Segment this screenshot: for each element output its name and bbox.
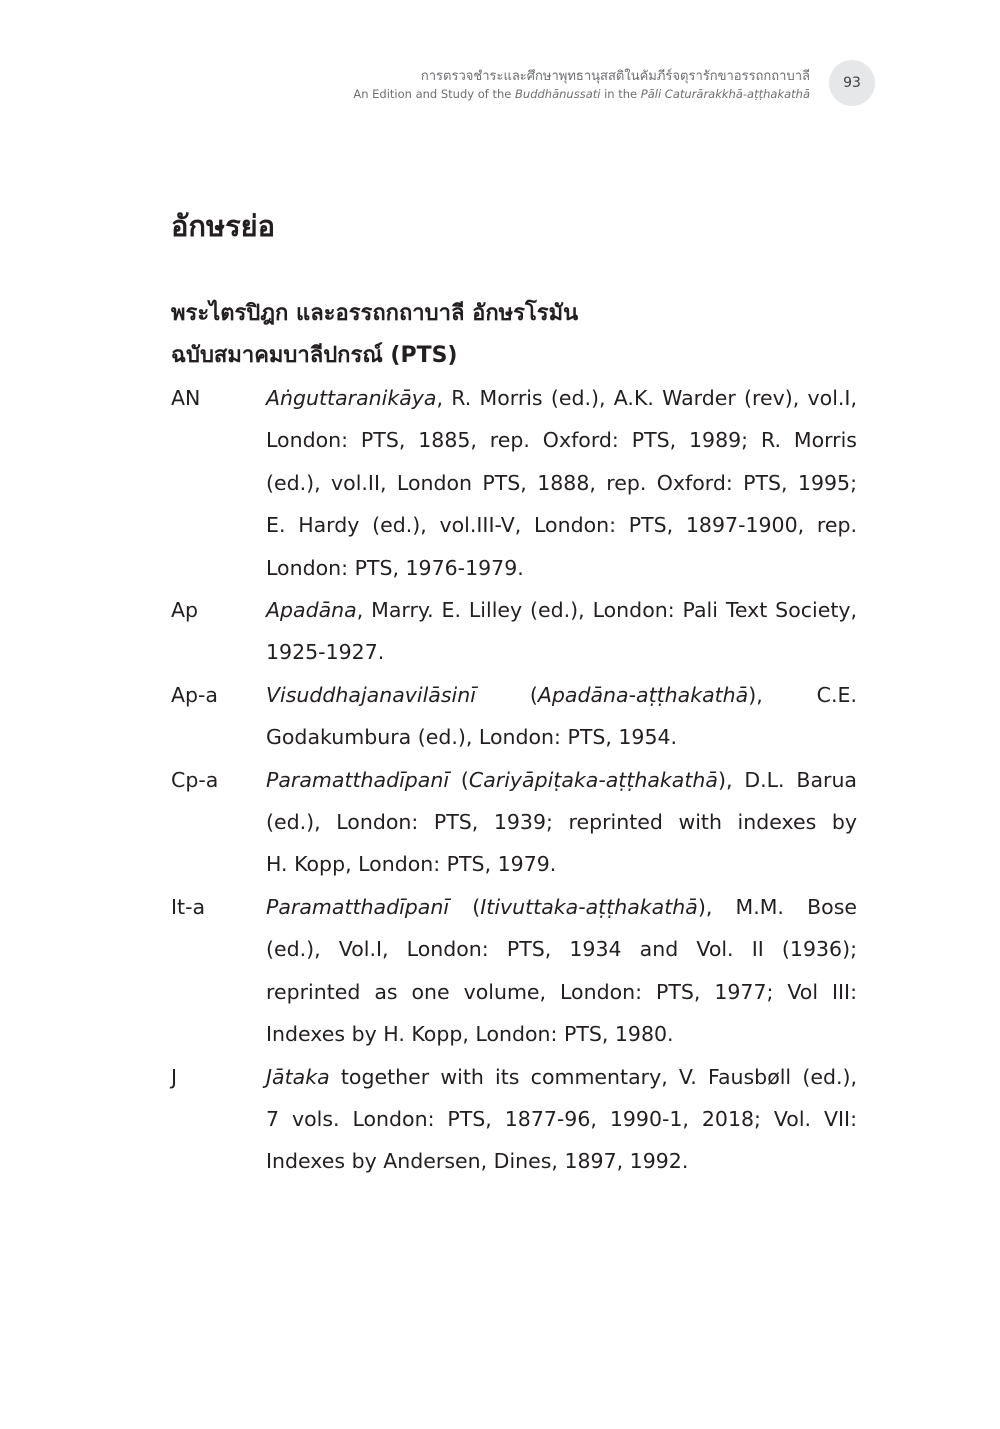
- abbreviation-entry: [171, 759, 857, 886]
- abbreviation-code: It-a: [171, 894, 206, 919]
- abbreviation-description: Visuddhajanavilāsinī (Apadāna-aṭṭhakathā), C.E. Godakumbura (ed.), London: PTS, 1954.: [266, 682, 857, 750]
- abbreviation-list: [171, 377, 857, 1183]
- section-subheading: ฉบับสมาคมบาลีปกรณ์ (PTS): [171, 343, 458, 368]
- page-number: 93: [829, 60, 875, 106]
- abbreviation-code: AN: [171, 386, 201, 410]
- abbreviation-entry: [171, 1056, 857, 1183]
- abbreviation-entry: [171, 886, 857, 1056]
- abbreviation-description: Paramatthadīpanī (Itivuttaka-aṭṭhakathā), M.M. Bose (ed.), Vol.I, London: PTS, 1934 and Vol. II (1936); reprinted as one volume, London: PTS, 1977; Vol III: Indexes by H. Kopp, London: PTS, 1980.: [266, 894, 857, 1047]
- abbreviation-description: Jātaka together with its commentary, V. Fausbøll (ed.), 7 vols. London: PTS, 1877-96, 1990-1, 2018; Vol. VII: Indexes by Andersen, Dines, 1897, 1992.: [266, 1064, 857, 1174]
- running-header-thai: การตรวจชำระและศึกษาพุทธานุสสติในคัมภีร์จตุรารักขาอรรถกถาบาลี: [420, 69, 810, 84]
- page-title: อักษรย่อ: [171, 209, 276, 243]
- abbreviation-code: Ap-a: [171, 682, 218, 707]
- abbreviation-description: Paramatthadīpanī (Cariyāpiṭaka-aṭṭhakathā), D.L. Barua (ed.), London: PTS, 1939; reprinted with indexes by H. Kopp, London: PTS, 1979.: [266, 767, 857, 877]
- abbreviation-entry: [171, 377, 857, 589]
- running-header-english: An Edition and Study of the Buddhānussati in the Pāli Caturārakkhā-aṭṭhakathā: [353, 87, 810, 101]
- abbreviation-code: Cp-a: [171, 767, 219, 792]
- section-heading: พระไตรปิฎก และอรรถกถาบาลี อักษรโรมัน: [171, 301, 579, 326]
- abbreviation-entry: [171, 589, 857, 674]
- abbreviation-description: Apadāna, Marry. E. Lilley (ed.), London: Pali Text Society, 1925-1927.: [266, 598, 857, 665]
- abbreviation-description: Aṅguttaranikāya, R. Morris (ed.), A.K. Warder (rev), vol.I, London: PTS, 1885, rep. Oxford: PTS, 1989; R. Morris (ed.), vol.II, London PTS, 1888, rep. Oxford: PTS, 1995; E. Hardy (ed.), vol.III-V, London: PTS, 1897-1900, rep. London: PTS, 1976-1979.: [266, 386, 857, 580]
- abbreviation-entry: [171, 674, 857, 759]
- running-header: [353, 68, 810, 102]
- abbreviation-code: Ap: [171, 598, 199, 623]
- abbreviation-code: J: [171, 1064, 178, 1089]
